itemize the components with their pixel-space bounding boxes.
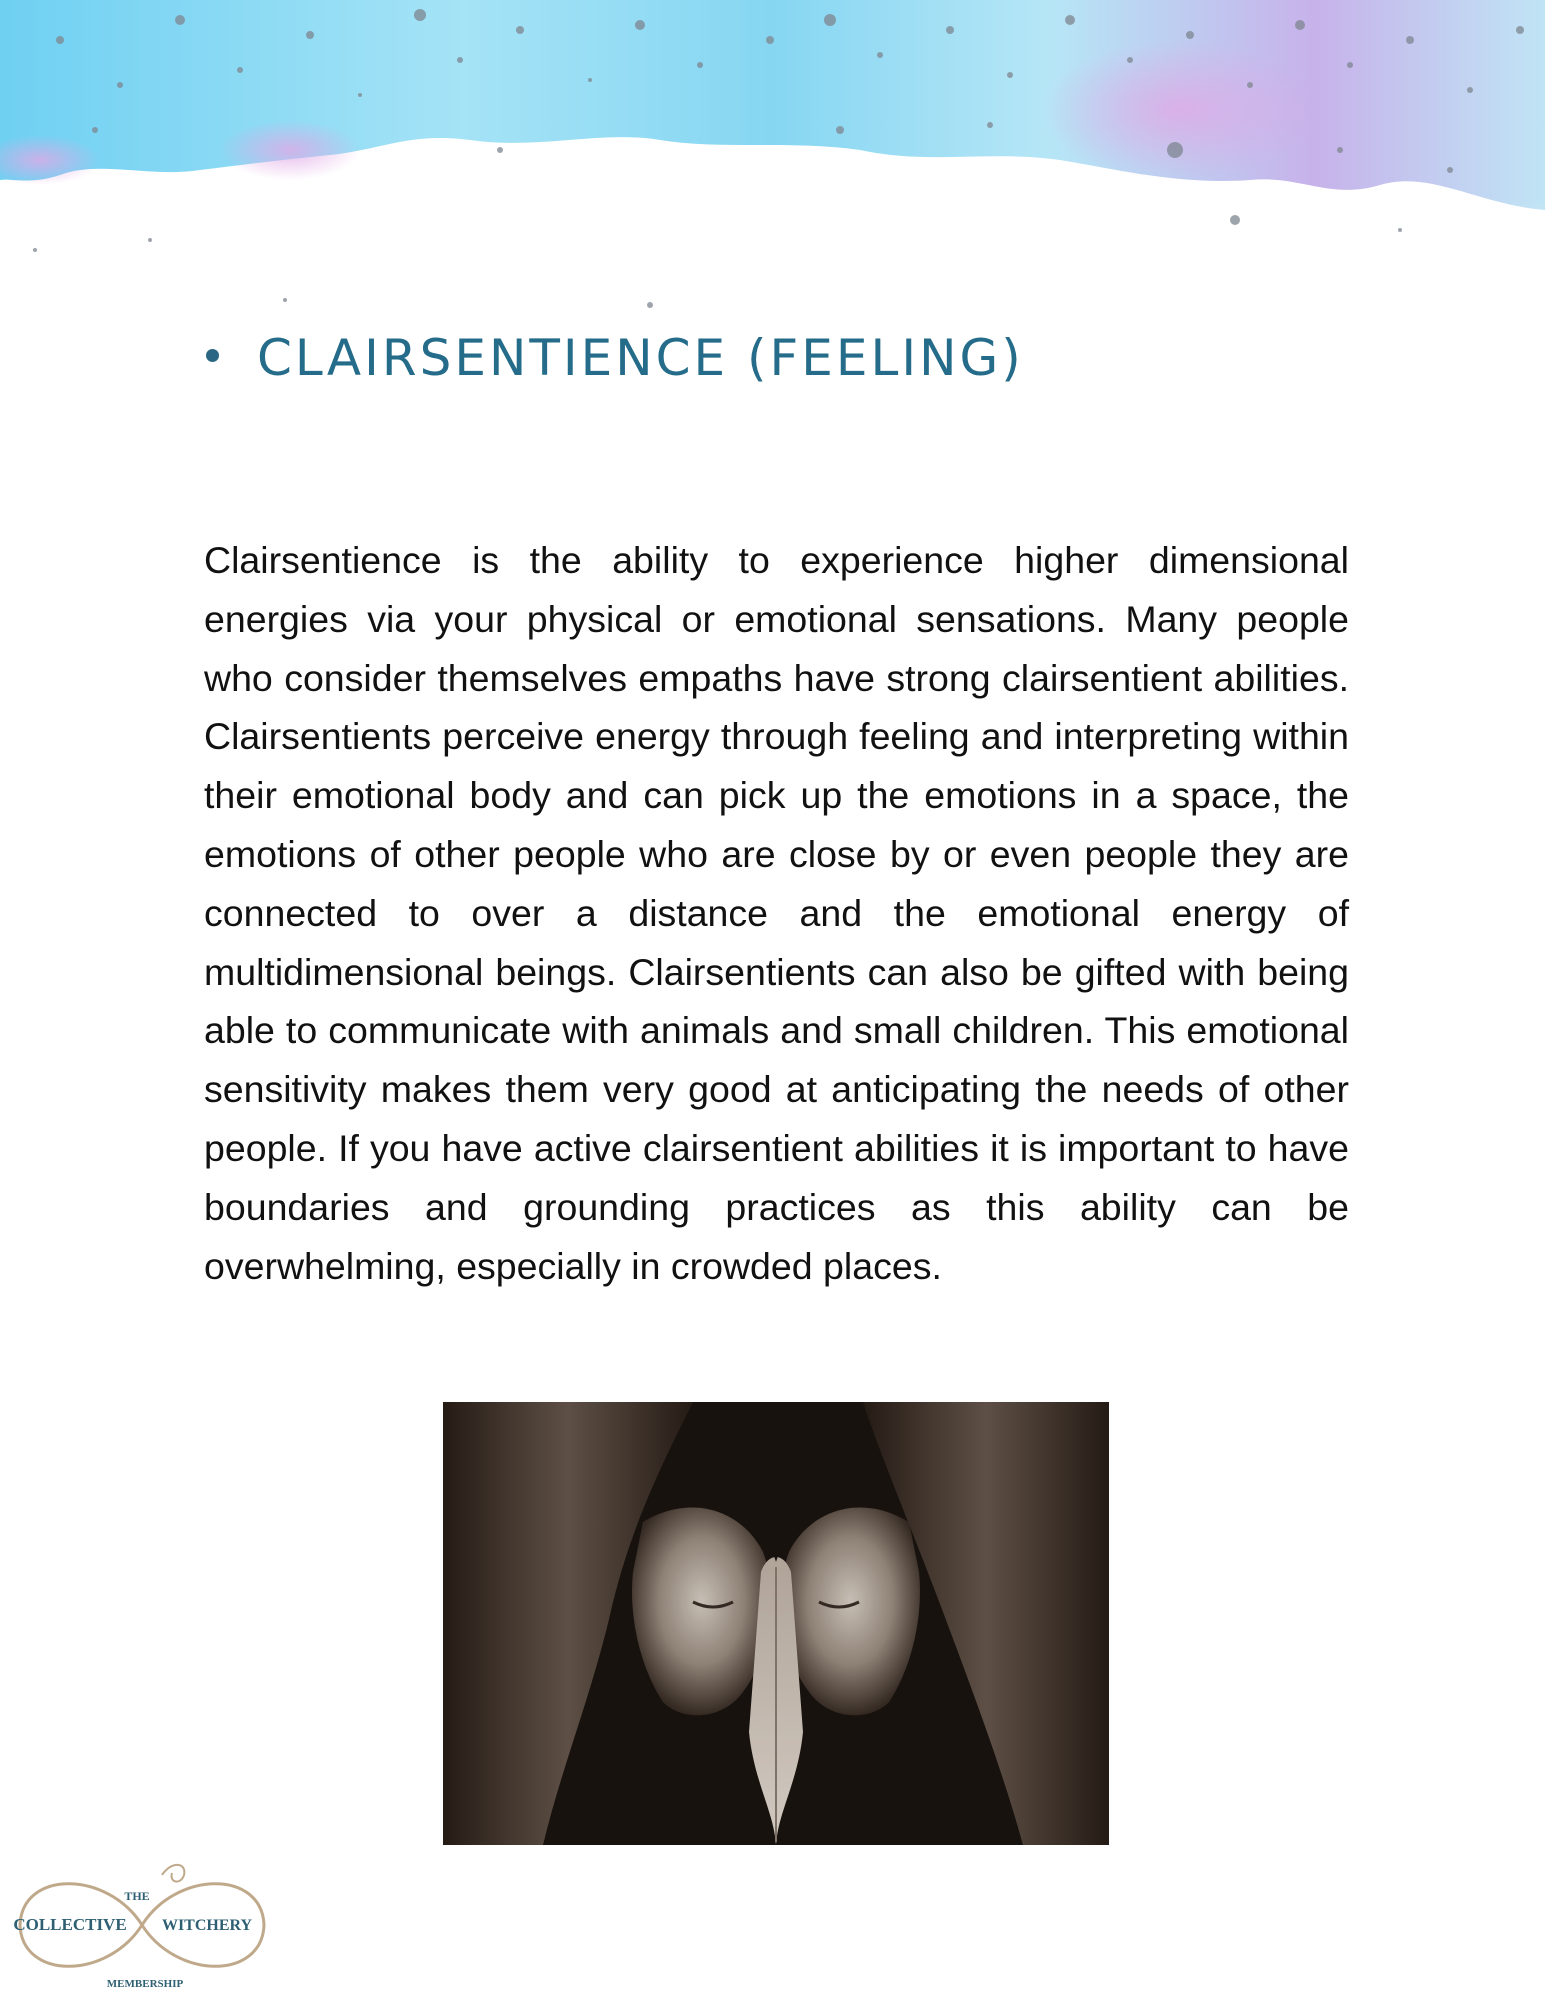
collective-witchery-logo [12,1855,272,1995]
watercolor-banner [0,0,1545,330]
logo-the: THE [124,1889,150,1903]
logo-witchery: WITCHERY [161,1917,253,1934]
bullet-icon [206,349,219,362]
logo-collective: COLLECTIVE [13,1915,127,1934]
logo-membership: MEMBERSHIP [106,1978,184,1990]
section-heading [206,318,1024,398]
heading-title: CLAIRSENTIENCE (FEELING) [257,329,1024,387]
mirrored-faces-photo [443,1402,1109,1845]
body-paragraph: Clairsentience is the ability to experience higher dimensional energies via your physical or emotional sensations. Many people who consider themselves empaths have strong clairsentient abilities. Clairsentients perceive energy through feeling and interpreting within their emotional body and can pick up the emotions in a space, the emotions of other people who are close by or even people they are connected to over a distance and the emotional energy of multidimensional beings. Clairsentients can also be gifted with being able to communicate with animals and small children. This emotional sensitivity makes them very good at anticipating the needs of other people. If you have active clairsentient abilities it is important to have boundaries and grounding practices as this ability can be overwhelming, especially in crowded places. [204,539,1349,1287]
